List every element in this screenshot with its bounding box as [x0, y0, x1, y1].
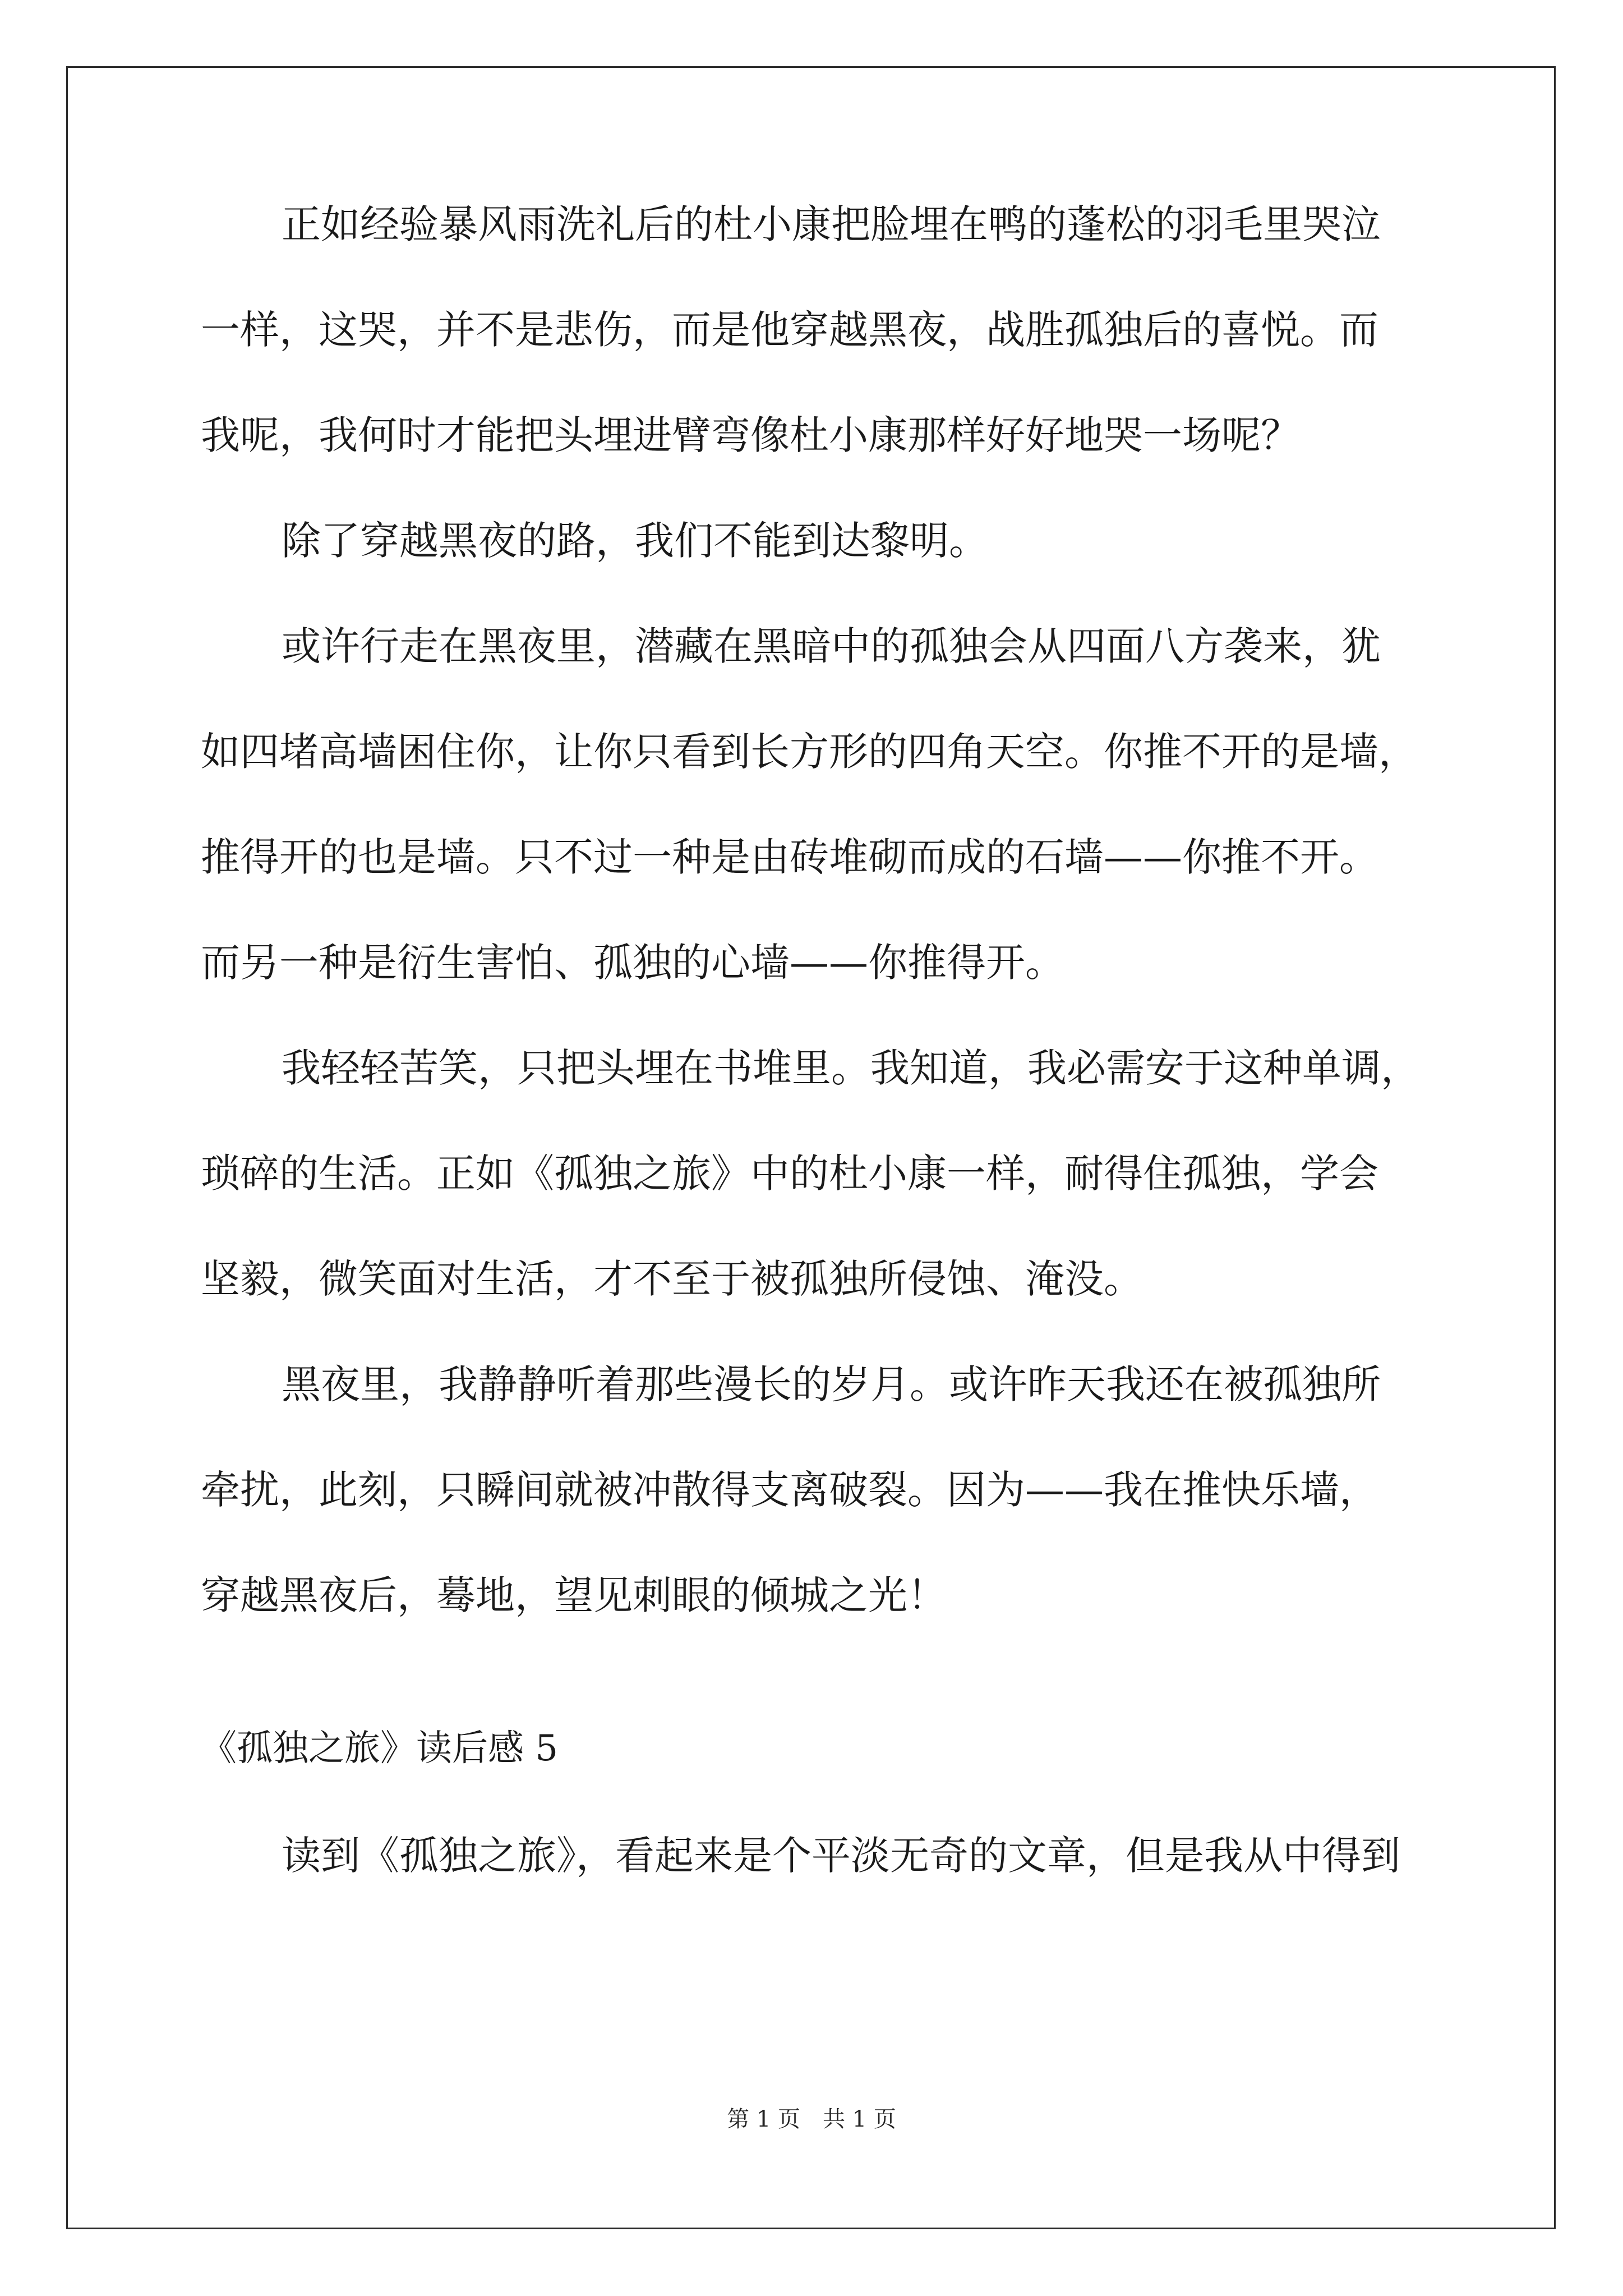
paragraph-line: 读到《孤独之旅》，看起来是个平淡无奇的文章，但是我从中得到	[282, 1833, 1400, 1879]
paragraph-line: 琐碎的生活。正如《孤独之旅》中的杜小康一样，耐得住孤独，学会	[201, 1151, 1378, 1197]
section-heading: 《孤独之旅》读后感 5	[201, 1728, 559, 1769]
paragraph-line: 坚毅，微笑面对生活，才不至于被孤独所侵蚀、淹没。	[201, 1256, 1143, 1302]
paragraph-line: 推得开的也是墙。只不过一种是由砖堆砌而成的石墙——你推不开。	[201, 834, 1378, 880]
page-border	[66, 66, 1556, 2229]
paragraph-line: 我轻轻苦笑，只把头埋在书堆里。我知道，我必需安于这种单调，	[282, 1045, 1420, 1091]
paragraph-line: 我呢，我何时才能把头埋进臂弯像杜小康那样好好地哭一场呢？	[201, 412, 1300, 458]
paragraph-line: 除了穿越黑夜的路，我们不能到达黎明。	[282, 518, 988, 564]
paragraph-line: 或许行走在黑夜里，潜藏在黑暗中的孤独会从四面八方袭来，犹	[282, 623, 1381, 669]
paragraph-line: 穿越黑夜后，蓦地，望见刺眼的倾城之光！	[201, 1572, 947, 1618]
paragraph-line: 黑夜里，我静静听着那些漫长的岁月。或许昨天我还在被孤独所	[282, 1361, 1381, 1407]
paragraph-line: 一样，这哭，并不是悲伤，而是他穿越黑夜，战胜孤独后的喜悦。而	[201, 307, 1378, 353]
paragraph-line: 如四堵高墙困住你，让你只看到长方形的四角天空。你推不开的是墙，	[201, 729, 1418, 775]
paragraph-line: 正如经验暴风雨洗礼后的杜小康把脸埋在鸭的蓬松的羽毛里哭泣	[282, 201, 1381, 247]
paragraph-line: 牵扰，此刻，只瞬间就被冲散得支离破裂。因为——我在推快乐墙，	[201, 1467, 1378, 1513]
page-number: 第 1 页 共 1 页	[727, 2106, 896, 2132]
paragraph-line: 而另一种是衍生害怕、孤独的心墙——你推得开。	[201, 940, 1064, 986]
